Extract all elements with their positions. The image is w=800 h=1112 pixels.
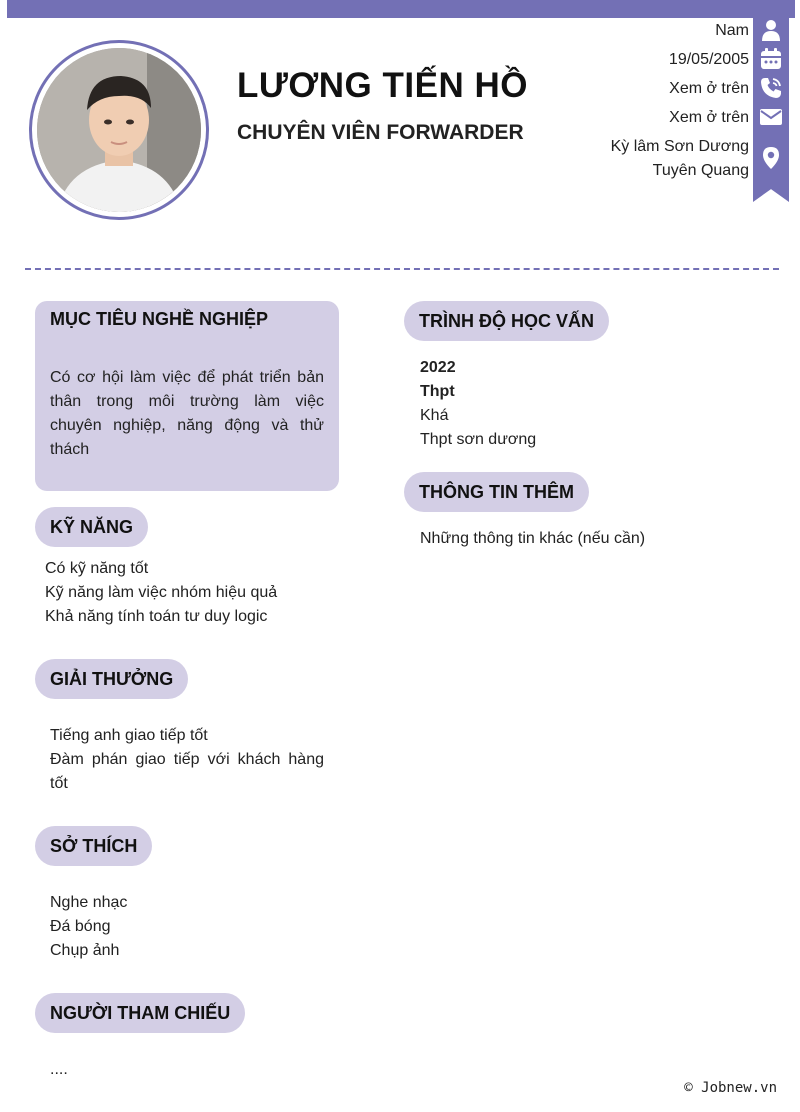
list-item: Kỹ năng làm việc nhóm hiệu quả bbox=[45, 584, 278, 601]
top-accent-bar bbox=[7, 0, 795, 18]
gender-value: Nam bbox=[715, 22, 749, 39]
list-item: Đá bóng bbox=[50, 918, 111, 935]
address-line-2: Tuyên Quang bbox=[652, 162, 749, 179]
skills-heading: KỸ NĂNG bbox=[35, 507, 148, 547]
list-item: Tiếng anh giao tiếp tốt bbox=[50, 727, 208, 744]
person-icon bbox=[759, 18, 783, 42]
education-level: Thpt bbox=[420, 383, 455, 400]
awards-list bbox=[50, 724, 324, 796]
additional-info-heading: THÔNG TIN THÊM bbox=[404, 472, 589, 512]
phone-icon bbox=[759, 76, 783, 100]
career-goal-section bbox=[35, 301, 339, 491]
list-item: Có kỹ năng tốt bbox=[45, 560, 149, 577]
career-goal-text: Có cơ hội làm việc để phát triển bản thân trong môi trường làm việc chuyên nghiệp, năng động và thử thách bbox=[50, 369, 324, 458]
list-item: Khả năng tính toán tư duy logic bbox=[45, 608, 268, 625]
list-item: Đàm phán giao tiếp với khách hàng tốt bbox=[50, 751, 324, 792]
contact-icon-ribbon bbox=[753, 18, 789, 202]
location-icon bbox=[759, 146, 783, 170]
profile-photo-icon bbox=[37, 48, 201, 212]
education-details bbox=[420, 356, 536, 452]
career-goal-heading: MỤC TIÊU NGHỀ NGHIỆP bbox=[50, 309, 269, 329]
hobbies-heading: SỞ THÍCH bbox=[35, 826, 152, 866]
avatar-frame bbox=[29, 40, 209, 220]
address-line-1: Kỳ lâm Sơn Dương bbox=[610, 138, 749, 155]
education-year: 2022 bbox=[420, 359, 456, 376]
header-divider bbox=[25, 268, 779, 270]
education-grade: Khá bbox=[420, 407, 449, 424]
email-icon bbox=[759, 105, 783, 129]
candidate-position: CHUYÊN VIÊN FORWARDER bbox=[237, 121, 524, 144]
email-value: Xem ở trên bbox=[669, 109, 749, 126]
contact-info bbox=[611, 19, 749, 183]
additional-info-text: Những thông tin khác (nếu cần) bbox=[420, 530, 646, 547]
birthday-value: 19/05/2005 bbox=[668, 51, 749, 68]
awards-heading: GIẢI THƯỞNG bbox=[35, 659, 188, 699]
references-text: .... bbox=[50, 1061, 68, 1078]
skills-list bbox=[45, 557, 277, 629]
references-heading: NGƯỜI THAM CHIẾU bbox=[35, 993, 245, 1033]
phone-value: Xem ở trên bbox=[669, 80, 749, 97]
candidate-name: LƯƠNG TIẾN HỒ bbox=[237, 66, 528, 105]
calendar-icon bbox=[759, 47, 783, 71]
list-item: Nghe nhạc bbox=[50, 894, 128, 911]
avatar bbox=[37, 48, 201, 212]
footer-credit: © Jobnew.vn bbox=[684, 1080, 777, 1096]
education-heading: TRÌNH ĐỘ HỌC VẤN bbox=[404, 301, 609, 341]
list-item: Chụp ảnh bbox=[50, 942, 120, 959]
hobbies-list bbox=[50, 891, 127, 963]
education-school: Thpt sơn dương bbox=[420, 431, 537, 448]
